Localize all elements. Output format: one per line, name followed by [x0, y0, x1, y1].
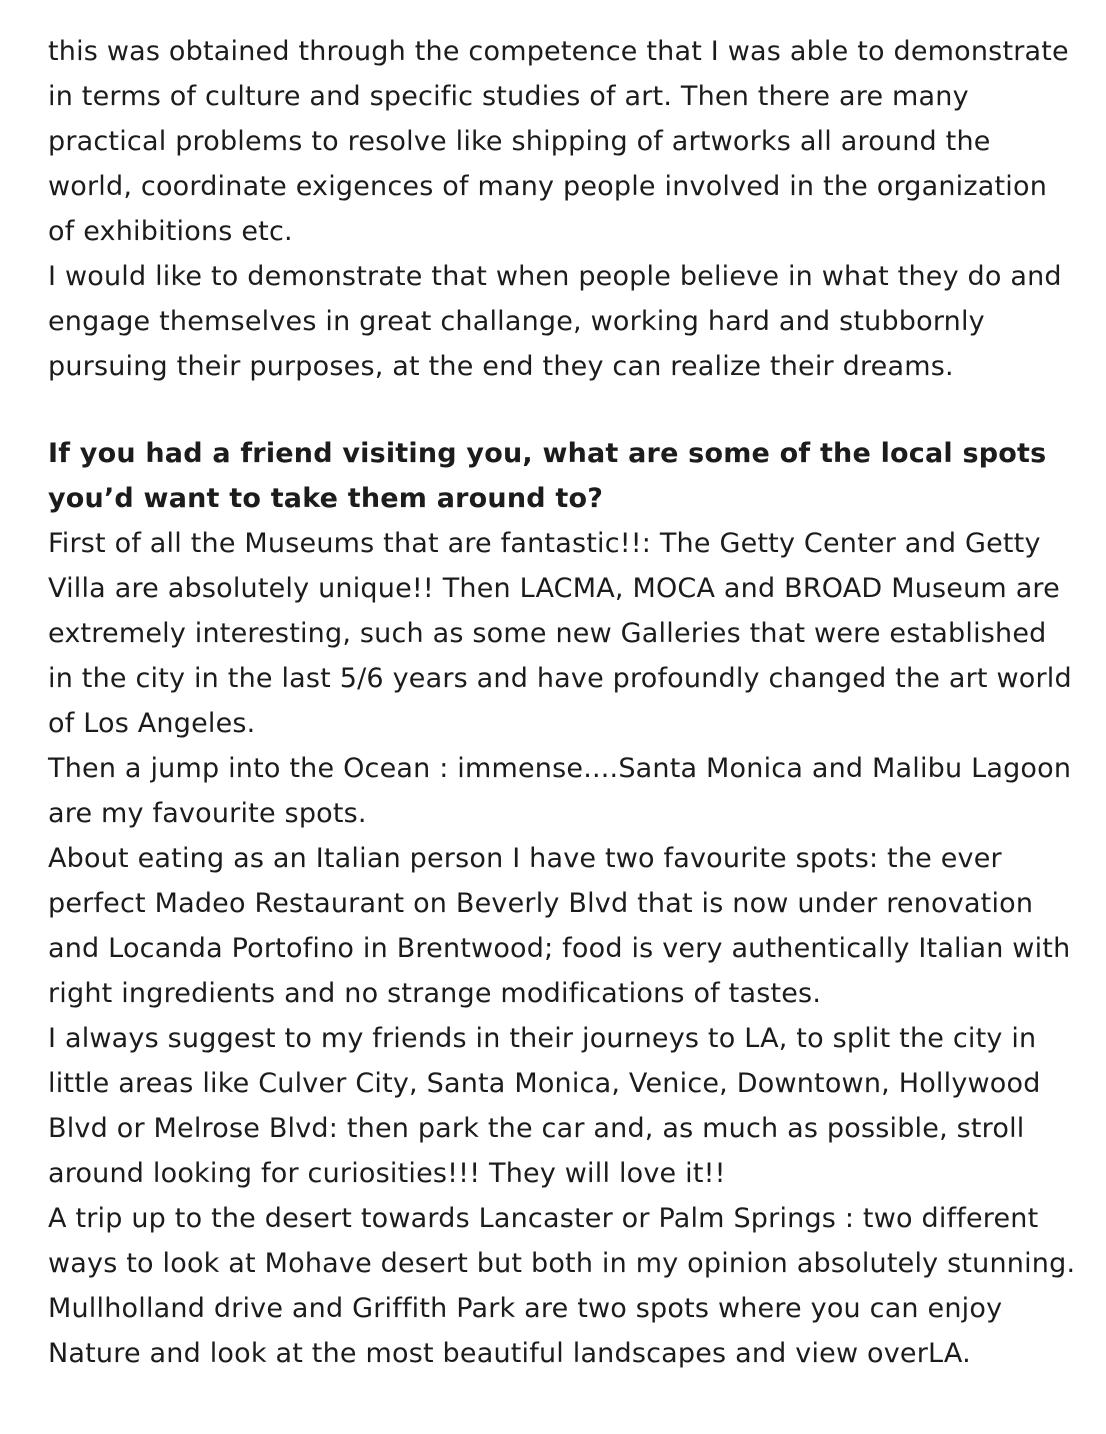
answer-paragraph: About eating as an Italian person I have two favourite spots: the ever perfect Madeo Restaurant on Beverly Blvd that is now under renovation and Locanda Portofino in Brentwood; food is very authentically Italian with right ingredients and no strange modifications of tastes. — [48, 843, 1071, 1009]
answer-paragraph: Mullholland drive and Griffith Park are two spots where you can enjoy Nature and look at the most beautiful landscapes and view overLA. — [48, 1293, 1003, 1369]
intro-paragraph: this was obtained through the competence that I was able to demonstrate in terms of culture and specific studies of art. Then there are many practical problems to resolve like shipping of artworks all around the world, coordinate exigences of many people involved in the organization of exhibitions etc. — [48, 36, 1069, 247]
answer-paragraph: First of all the Museums that are fantastic!!: The Getty Center and Getty Villa are absolutely unique!! Then LACMA, MOCA and BROAD Museum are extremely interesting, such as some new Galleries that were established in the city in the last 5/6 years and have profoundly changed the art world of Los Angeles. — [48, 528, 1072, 739]
article-body — [48, 29, 1078, 1376]
answer-paragraph: A trip up to the desert towards Lancaster or Palm Springs : two different ways to look at Mohave desert but both in my opinion absolutely stunning. — [48, 1203, 1076, 1279]
intro-paragraph: I would like to demonstrate that when people believe in what they do and engage themselves in great challange, working hard and stubbornly pursuing their purposes, at the end they can realize their dreams. — [48, 261, 1062, 382]
answer-paragraph: Then a jump into the Ocean : immense....Santa Monica and Malibu Lagoon are my favourite spots. — [48, 753, 1072, 829]
answer-paragraph: I always suggest to my friends in their journeys to LA, to split the city in little areas like Culver City, Santa Monica, Venice, Downtown, Hollywood Blvd or Melrose Blvd: then park the car and, as much as possible, stroll around looking for curiosities!!! They will love it!! — [48, 1023, 1041, 1189]
interview-question: If you had a friend visiting you, what are some of the local spots you’d want to take them around to? — [48, 438, 1047, 514]
section-spacer — [48, 389, 1078, 431]
